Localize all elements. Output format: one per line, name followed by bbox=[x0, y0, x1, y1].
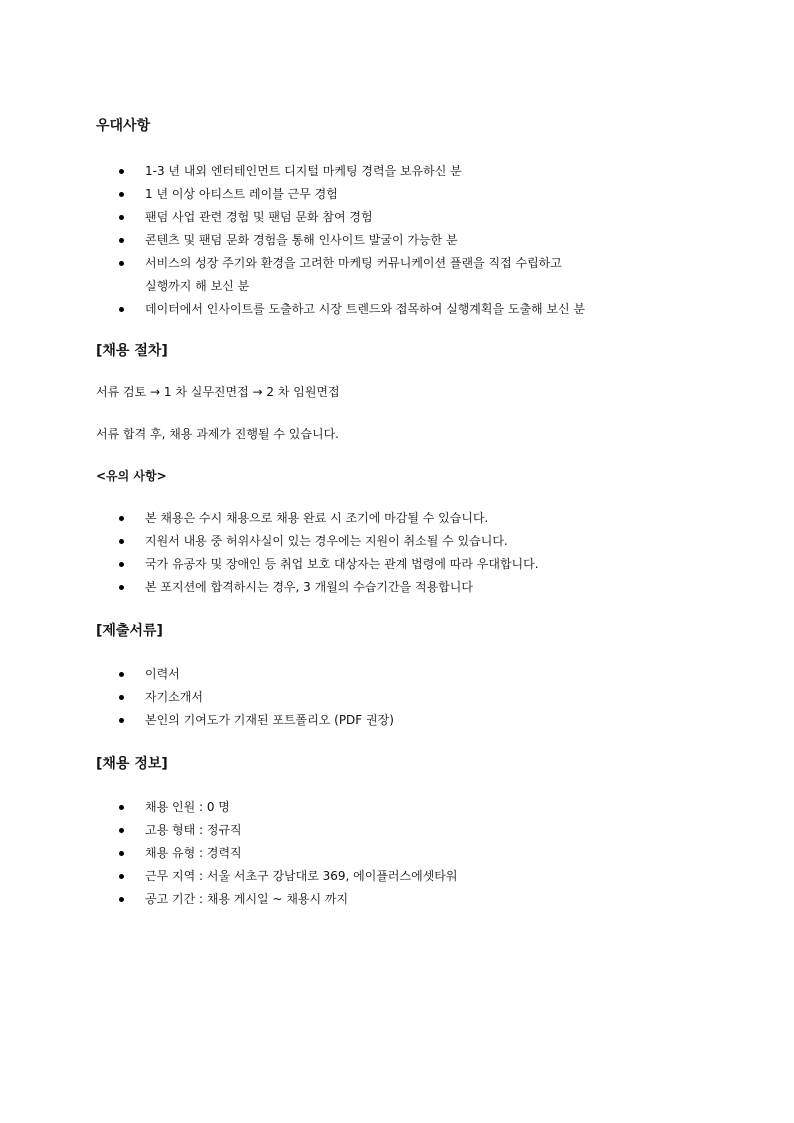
list-item: 1-3 년 내외 엔터테인먼트 디지털 마케팅 경력을 보유하신 분 bbox=[96, 160, 706, 183]
bullet-icon bbox=[119, 192, 124, 197]
list-item: 채용 유형 : 경력직 bbox=[96, 842, 706, 865]
caution-title: <유의 사항> bbox=[96, 469, 167, 483]
document-page bbox=[96, 116, 706, 911]
bullet-icon bbox=[119, 516, 124, 521]
bullet-icon bbox=[119, 238, 124, 243]
list-item: 본인의 기여도가 기재된 포트폴리오 (PDF 권장) bbox=[96, 709, 706, 732]
list-item: 고용 형태 : 정규직 bbox=[96, 819, 706, 842]
list-item: 지원서 내용 중 허위사실이 있는 경우에는 지원이 취소될 수 있습니다. bbox=[96, 530, 706, 553]
bullet-icon bbox=[119, 695, 124, 700]
list-item: 자기소개서 bbox=[96, 686, 706, 709]
bullet-icon bbox=[119, 539, 124, 544]
list-item: 근무 지역 : 서울 서초구 강남대로 369, 에이플러스에셋타워 bbox=[96, 865, 706, 888]
list-item: 본 채용은 수시 채용으로 채용 완료 시 조기에 마감될 수 있습니다. bbox=[96, 507, 706, 530]
bullet-icon bbox=[119, 805, 124, 810]
documents-list bbox=[96, 663, 706, 732]
list-item: 이력서 bbox=[96, 663, 706, 686]
list-item: 본 포지션에 합격하시는 경우, 3 개월의 수습기간을 적용합니다 bbox=[96, 576, 706, 599]
list-item: 팬덤 사업 관련 경험 및 팬덤 문화 참여 경험 bbox=[96, 206, 706, 229]
list-item: 서비스의 성장 주기와 환경을 고려한 마케팅 커뮤니케이션 플랜을 직접 수립하고 실행까지 해 보신 분 bbox=[96, 252, 706, 298]
process-note: 서류 합격 후, 채용 과제가 진행될 수 있습니다. bbox=[96, 427, 339, 441]
bullet-icon bbox=[119, 672, 124, 677]
caution-list bbox=[96, 507, 706, 599]
bullet-icon bbox=[119, 851, 124, 856]
bullet-icon bbox=[119, 169, 124, 174]
list-item: 공고 기간 : 채용 게시일 ~ 채용시 까지 bbox=[96, 888, 706, 911]
bullet-icon bbox=[119, 828, 124, 833]
bullet-icon bbox=[119, 307, 124, 312]
bullet-icon bbox=[119, 874, 124, 879]
process-steps: 서류 검토 → 1 차 실무진면접 → 2 차 임원면접 bbox=[96, 385, 340, 399]
info-title: [채용 정보] bbox=[96, 756, 168, 772]
list-item: 콘텐츠 및 팬덤 문화 경험을 통해 인사이트 발굴이 가능한 분 bbox=[96, 229, 706, 252]
bullet-icon bbox=[119, 897, 124, 902]
preferred-title: 우대사항 bbox=[96, 118, 151, 134]
list-item: 1 년 이상 아티스트 레이블 근무 경험 bbox=[96, 183, 706, 206]
bullet-icon bbox=[119, 261, 124, 266]
list-item: 데이터에서 인사이트를 도출하고 시장 트렌드와 접목하여 실행계획을 도출해 보신 분 bbox=[96, 298, 706, 321]
info-list bbox=[96, 796, 706, 911]
bullet-icon bbox=[119, 585, 124, 590]
preferred-list bbox=[96, 160, 706, 321]
process-title: [채용 절차] bbox=[96, 343, 168, 359]
list-item: 채용 인원 : 0 명 bbox=[96, 796, 706, 819]
bullet-icon bbox=[119, 718, 124, 723]
documents-title: [제출서류] bbox=[96, 623, 163, 639]
bullet-icon bbox=[119, 562, 124, 567]
bullet-icon bbox=[119, 215, 124, 220]
list-item: 국가 유공자 및 장애인 등 취업 보호 대상자는 관계 법령에 따라 우대합니다. bbox=[96, 553, 706, 576]
